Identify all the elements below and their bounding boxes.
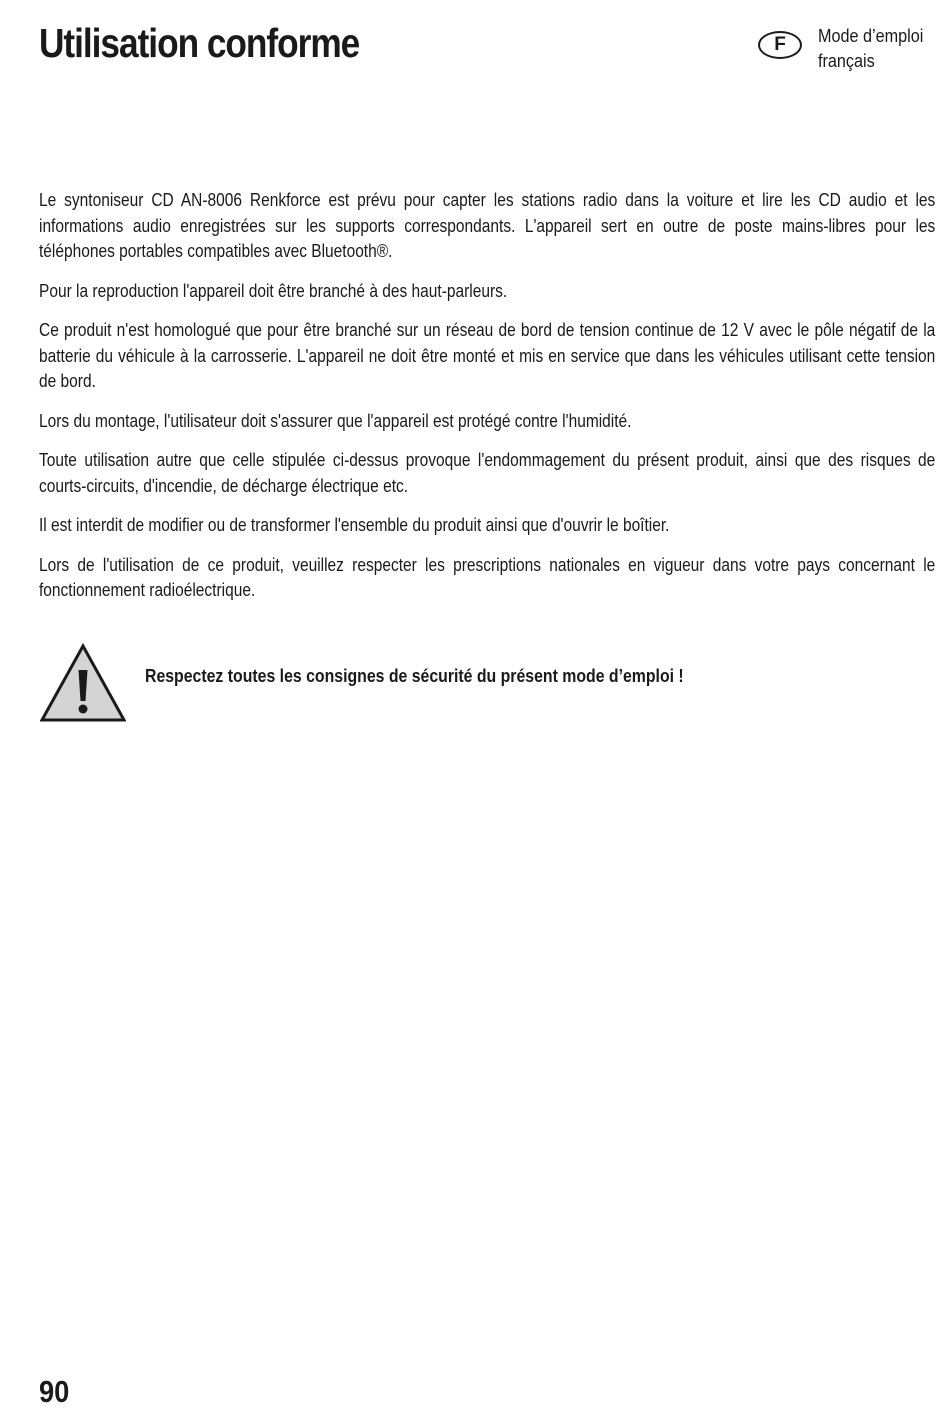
paragraph-humidity: Lors du montage, l'utilisateur doit s'assurer que l'appareil est protégé contre l'humidité.: [39, 410, 632, 431]
paragraph-power-supply: Ce produit n'est homologué que pour être branché sur un réseau de bord de tension continue de 12 V avec le pôle négatif de la batterie du véhicule à la carrosserie. L'appareil ne doit être monté et mis en service que dans les véhicules utilisant cette tension de bord.: [39, 320, 936, 391]
language-code: F: [774, 34, 786, 55]
page-title: Utilisation conforme: [39, 20, 360, 66]
language-label-line2: français: [818, 51, 875, 71]
warning-triangle-icon: [40, 643, 126, 723]
language-badge: [758, 31, 802, 59]
body-text: [39, 188, 935, 618]
paragraph-intended-use: Le syntoniseur CD AN-8006 Renkforce est prévu pour capter les stations radio dans la voiture et lire les CD audio et les informations audio enregistrées sur les supports correspondants. L'appareil sert en outre de poste mains-libres pour les téléphones portables compatibles avec Bluetooth®.: [39, 190, 936, 261]
warning-text: Respectez toutes les consignes de sécurité du présent mode d’emploi !: [145, 666, 684, 686]
page-number: 90: [39, 1374, 70, 1409]
paragraph-modification: Il est interdit de modifier ou de transformer l'ensemble du produit ainsi que d'ouvrir le boîtier.: [39, 515, 670, 535]
paragraph-misuse: Toute utilisation autre que celle stipulée ci-dessus provoque l'endommagement du présent produit, ainsi que des risques de courts-circuits, d'incendie, de décharge électrique etc.: [39, 450, 936, 496]
language-label: [818, 24, 923, 74]
paragraph-speakers: Pour la reproduction l'appareil doit être branché à des haut-parleurs.: [39, 280, 508, 301]
paragraph-regulations: Lors de l'utilisation de ce produit, veuillez respecter les prescriptions nationales en vigueur dans votre pays concernant le fonctionnement radioélectrique.: [39, 554, 936, 600]
language-label-line1: Mode d’emploi: [818, 26, 924, 46]
